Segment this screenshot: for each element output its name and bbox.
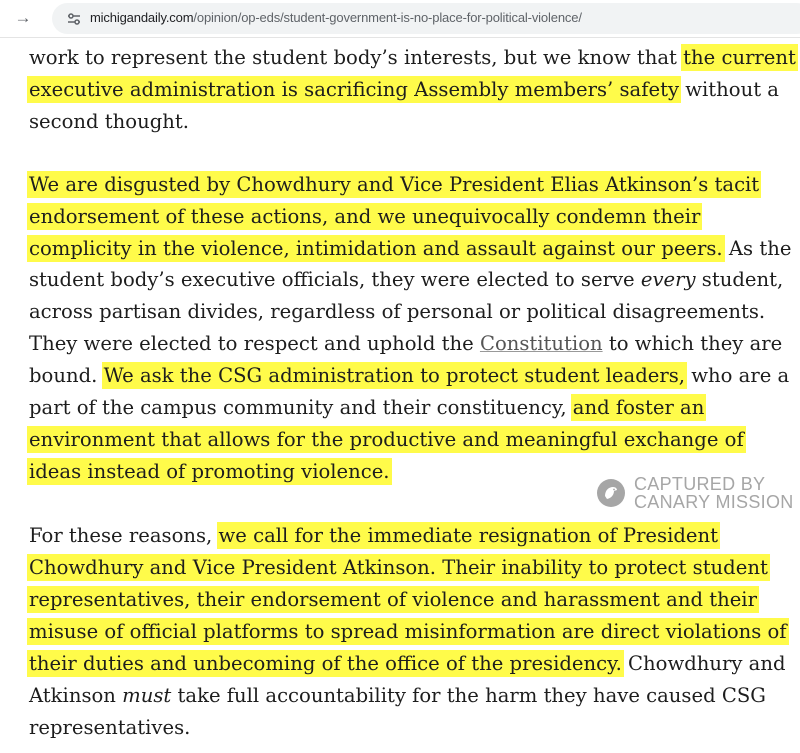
article-line: second thought. bbox=[29, 110, 189, 133]
url-path: /opinion/op-eds/student-government-is-no-place-for-political-violence/ bbox=[193, 10, 582, 25]
highlighted-text: ideas instead of promoting violence. bbox=[29, 460, 390, 483]
site-settings-icon[interactable] bbox=[66, 11, 82, 27]
article-line bbox=[29, 74, 779, 106]
article-line bbox=[29, 169, 759, 201]
article-line bbox=[29, 360, 789, 392]
watermark-line-2: CANARY MISSION bbox=[634, 492, 794, 512]
highlighted-text: misuse of official platforms to spread misinformation are direct violations of bbox=[29, 620, 787, 643]
highlighted-text: their duties and unbecoming of the office of the presidency. bbox=[29, 652, 622, 675]
article-line bbox=[29, 392, 704, 424]
article-line bbox=[29, 233, 791, 265]
text-segment: Atkinson bbox=[29, 684, 123, 707]
constitution-link[interactable]: Constitution bbox=[479, 332, 603, 355]
article-line bbox=[29, 520, 718, 552]
highlighted-text: endorsement of these actions, and we unequivocally condemn their bbox=[29, 205, 701, 228]
emphasized-text: every bbox=[640, 268, 696, 291]
article-line bbox=[29, 552, 768, 584]
text-segment: As the bbox=[722, 237, 792, 260]
article-line: across partisan divides, regardless of personal or political disagreements. bbox=[29, 300, 766, 323]
text-segment: They were elected to respect and uphold the bbox=[29, 332, 480, 355]
text-segment: student body’s executive officials, they were elected to serve bbox=[29, 268, 641, 291]
address-bar[interactable] bbox=[52, 3, 800, 34]
url-text[interactable] bbox=[90, 10, 582, 25]
highlighted-text: the current bbox=[683, 46, 796, 69]
highlighted-text: Chowdhury and Vice President Atkinson. Their inability to protect student bbox=[29, 556, 768, 579]
watermark-line-1: CAPTURED BY bbox=[634, 474, 766, 494]
highlighted-text: representatives, their endorsement of violence and harassment and their bbox=[29, 588, 757, 611]
highlighted-text: environment that allows for the productive and meaningful exchange of bbox=[29, 428, 744, 451]
article-line bbox=[29, 648, 786, 680]
text-segment: without a bbox=[679, 78, 779, 101]
url-host: michigandaily.com bbox=[90, 10, 194, 25]
emphasized-text: must bbox=[122, 684, 172, 707]
article-line bbox=[29, 201, 700, 233]
text-segment: bound. bbox=[29, 364, 104, 387]
article-line bbox=[29, 680, 766, 712]
browser-toolbar bbox=[0, 0, 800, 38]
text-segment: For these reasons, bbox=[29, 524, 219, 547]
highlighted-text: executive administration is sacrificing Assembly members’ safety bbox=[29, 78, 680, 101]
text-segment: to which they are bbox=[602, 332, 783, 355]
text-segment: Chowdhury and bbox=[621, 652, 786, 675]
article-line bbox=[29, 328, 782, 360]
article-line bbox=[29, 616, 787, 648]
text-segment: who are a bbox=[685, 364, 790, 387]
article-line bbox=[29, 456, 390, 488]
article-line bbox=[29, 42, 796, 74]
article-line bbox=[29, 264, 783, 296]
highlighted-text: complicity in the violence, intimidation and assault against our peers. bbox=[29, 237, 723, 260]
highlighted-text: We are disgusted by Chowdhury and Vice President Elias Atkinson’s tacit bbox=[29, 173, 760, 196]
article-line bbox=[29, 424, 744, 456]
highlighted-text: we call for the immediate resignation of President bbox=[218, 524, 718, 547]
forward-arrow-icon[interactable]: → bbox=[14, 8, 32, 27]
canary-mission-logo-icon bbox=[596, 478, 626, 508]
canary-mission-watermark bbox=[596, 474, 796, 514]
text-segment: part of the campus community and their constituency, bbox=[29, 396, 573, 419]
highlighted-text: We ask the CSG administration to protect student leaders, bbox=[103, 364, 685, 387]
article-line bbox=[29, 584, 757, 616]
article-line: representatives. bbox=[29, 716, 191, 739]
highlighted-text: and foster an bbox=[572, 396, 705, 419]
text-segment: work to represent the student body’s interests, but we know that bbox=[29, 46, 684, 69]
text-segment: take full accountability for the harm they have caused CSG bbox=[171, 684, 766, 707]
text-segment: student, bbox=[695, 268, 784, 291]
